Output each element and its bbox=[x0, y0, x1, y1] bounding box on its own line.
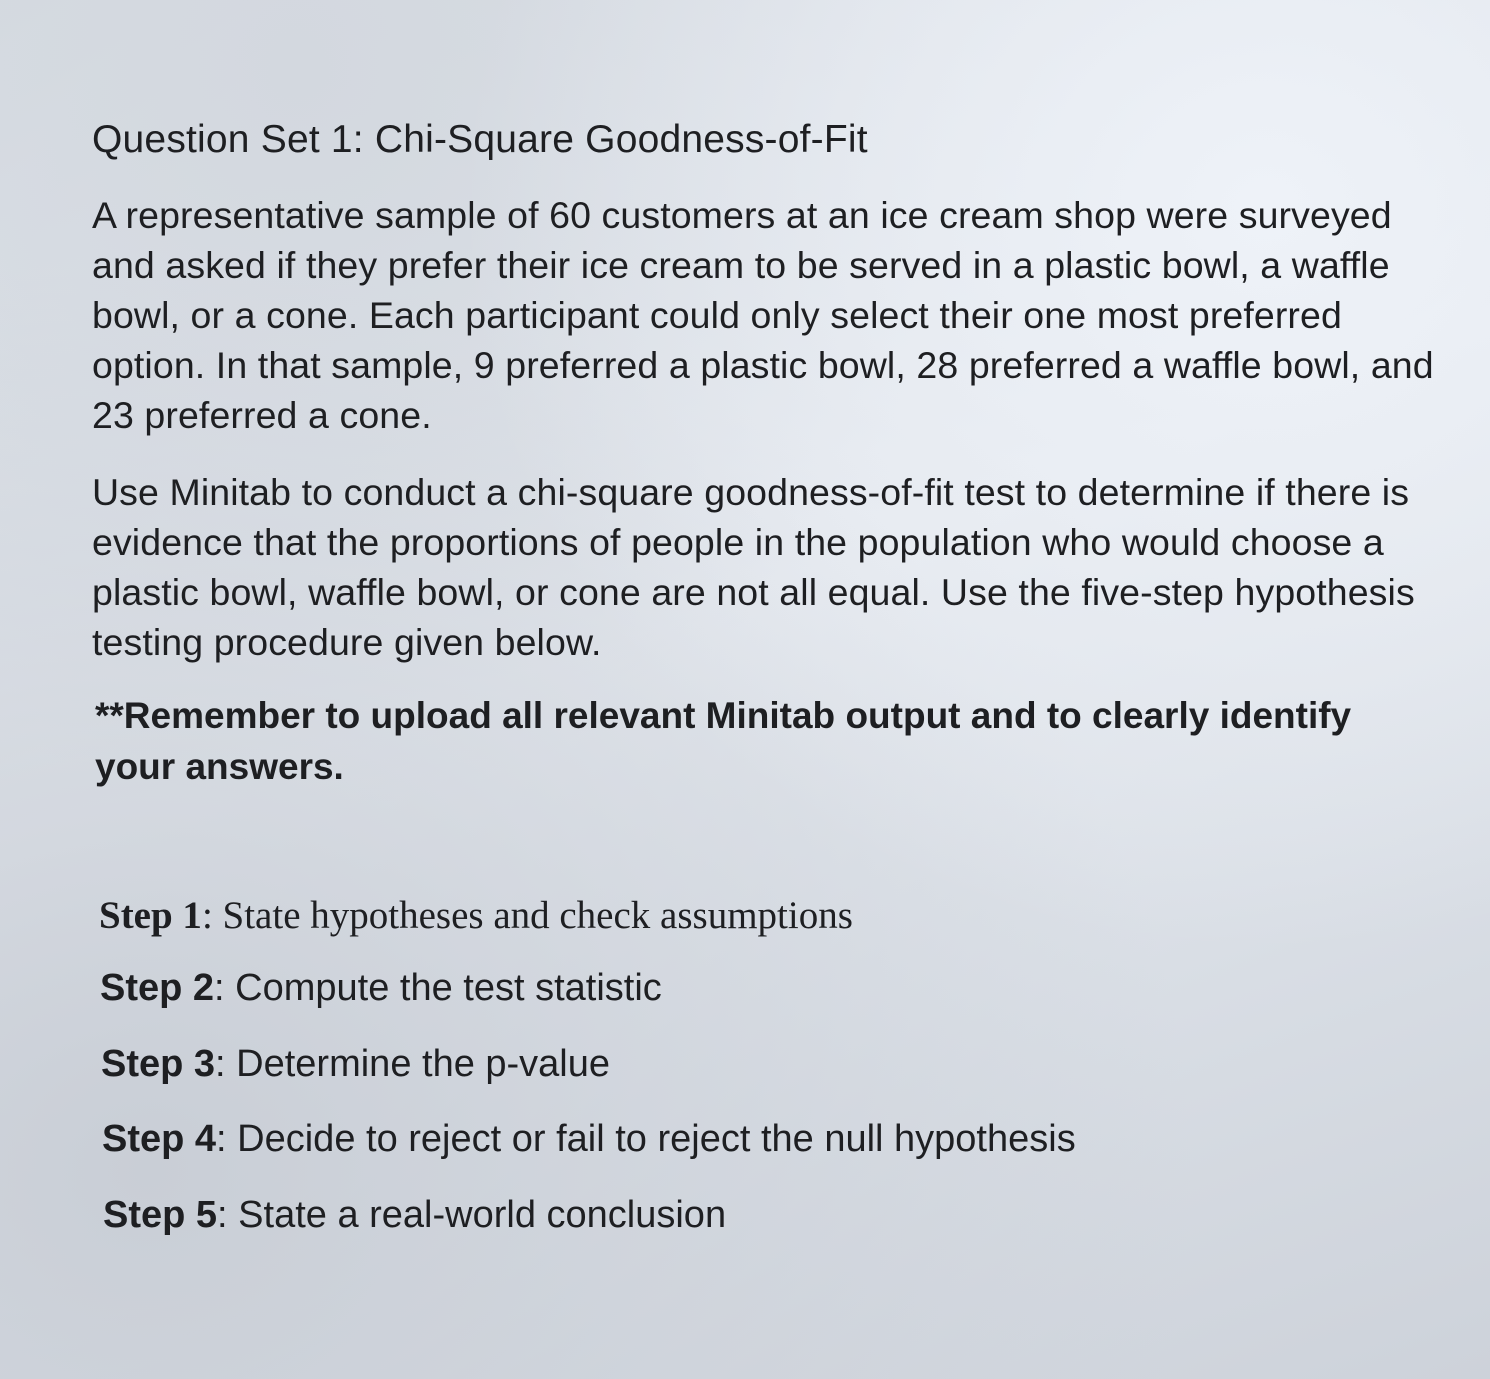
step-2 bbox=[100, 967, 662, 1010]
step-1-label: Step 1 bbox=[99, 894, 202, 937]
step-4 bbox=[102, 1118, 1076, 1161]
step-5-label: Step 5 bbox=[103, 1194, 218, 1236]
problem-paragraph: A representative sample of 60 customers at an ice cream shop were surveyed and asked if they prefer their ice cream to be served in a plastic bowl, a waffle bowl, or a cone. Each participant could only select their one most preferred option. In that sample, 9 preferred a plastic bowl, 28 preferred a waffle bowl, and 23 preferred a cone. bbox=[92, 194, 1434, 436]
step-3-text: : Determine the p-value bbox=[215, 1043, 611, 1085]
step-2-label: Step 2 bbox=[100, 967, 215, 1009]
step-4-label: Step 4 bbox=[102, 1118, 217, 1160]
step-4-text: : Decide to reject or fail to reject the null hypothesis bbox=[216, 1118, 1076, 1160]
step-1 bbox=[99, 893, 853, 938]
question-title: Question Set 1: Chi-Square Goodness-of-Fit bbox=[92, 118, 868, 161]
step-5 bbox=[103, 1194, 726, 1237]
step-2-text: : Compute the test statistic bbox=[214, 967, 662, 1009]
step-3-label: Step 3 bbox=[101, 1043, 216, 1085]
step-3 bbox=[101, 1043, 610, 1086]
upload-reminder: **Remember to upload all relevant Minitab output and to clearly identify your answers. bbox=[95, 695, 1352, 787]
step-5-text: : State a real-world conclusion bbox=[217, 1194, 727, 1236]
step-1-text: : State hypotheses and check assumptions bbox=[201, 894, 853, 937]
instruction-paragraph: Use Minitab to conduct a chi-square goodness-of-fit test to determine if there is evidence that the proportions of people in the population who would choose a plastic bowl, waffle bowl, or cone are not all equal. Use the five-step hypothesis testing procedure given below. bbox=[92, 471, 1415, 663]
